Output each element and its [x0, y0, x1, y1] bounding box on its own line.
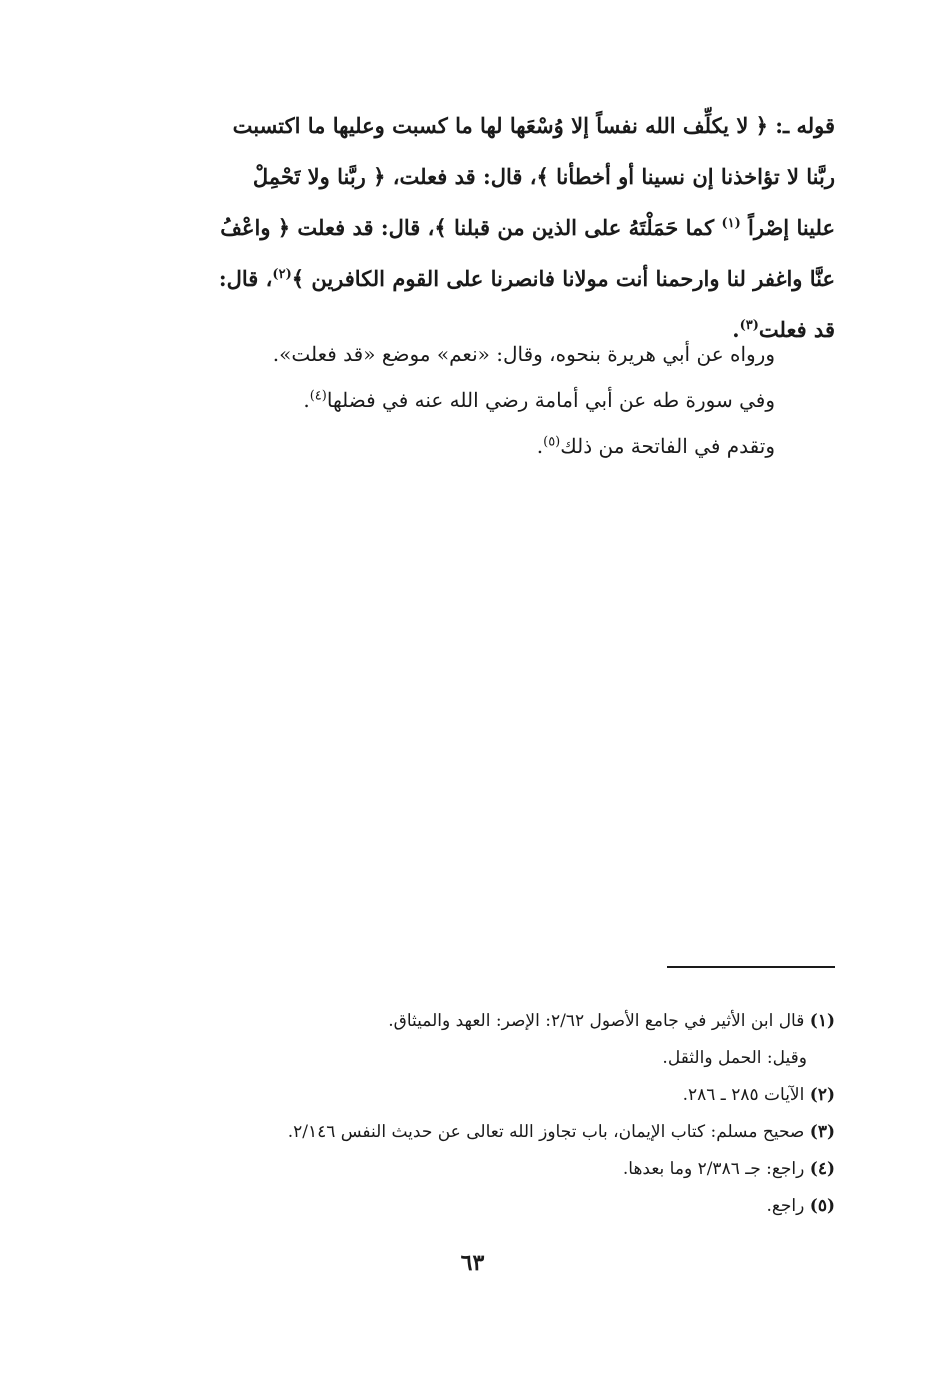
footnote-ref-1: (١) [721, 216, 741, 231]
page-number: ٦٣ [460, 1250, 485, 1276]
main-line-4a: عنَّا واغفر لنا وارحمنا أنت مولانا فانصرنا على القوم الكافرين ﴾ [291, 266, 835, 291]
footnote-number: (٥) [809, 1196, 835, 1216]
footnote-separator [667, 966, 835, 968]
main-line-1: قوله ـ: ﴿ لا يكلِّف الله نفساً إلا وُسْعَها لها ما كسبت وعليها ما اكتسبت [232, 113, 835, 138]
main-line-4b: ، قال: [218, 266, 273, 291]
footnote-1 [115, 1003, 835, 1040]
footnote-number: (٤) [809, 1159, 835, 1179]
sub-line-1: ورواه عن أبي هريرة بنحوه، وقال: «نعم» موضع «قد فعلت». [272, 342, 775, 366]
main-line-4 [135, 253, 835, 304]
footnote-number: (٢) [809, 1085, 835, 1105]
secondary-paragraph [155, 331, 775, 469]
footnote-5 [115, 1188, 835, 1225]
footnote-3 [115, 1114, 835, 1151]
footnote-text: وقيل: الحمل والثقل. [662, 1048, 807, 1068]
main-line-3b: كما حَمَلْتَهُ على الذين من قبلنا ﴾، قال: قد فعلت ﴿ واعْفُ [220, 215, 722, 240]
main-line-3 [135, 202, 835, 253]
sub-line-3a: وتقدم في الفاتحة من ذلك [560, 434, 775, 458]
main-paragraph [135, 100, 835, 355]
footnote-text: راجع: جـ ٢/٣٨٦ وما بعدها. [622, 1159, 810, 1179]
footnote-ref-2: (٢) [272, 267, 292, 282]
sub-line-2b: . [303, 388, 310, 412]
footnote-text: الآيات ٢٨٥ ـ ٢٨٦. [682, 1085, 810, 1105]
footnote-number: (١) [809, 1011, 835, 1031]
footnote-ref-3: (٣) [739, 318, 759, 333]
footnote-text: صحيح مسلم: كتاب الإيمان، باب تجاوز الله تعالى عن حديث النفس ٢/١٤٦. [287, 1122, 810, 1142]
footnote-text: راجع. [766, 1196, 810, 1216]
main-line-3a: علينا إصْراً [748, 215, 835, 240]
footnote-text: قال ابن الأثير في جامع الأصول ٢/٦٢: الإصر: العهد والميثاق. [388, 1011, 810, 1031]
sub-line-3 [155, 423, 775, 469]
main-line-5b: . [732, 317, 740, 342]
footnote-4 [115, 1151, 835, 1188]
main-line-2: ربَّنا لا تؤاخذنا إن نسينا أو أخطأنا ﴾، قال: قد فعلت، ﴿ ربَّنا ولا تَحْمِلْ [252, 164, 835, 189]
main-line-5a: قد فعلت [758, 317, 835, 342]
footnotes [115, 1003, 835, 1225]
footnote-ref-5: (٥) [543, 434, 561, 450]
sub-line-2 [155, 377, 775, 423]
footnote-number: (٣) [809, 1122, 835, 1142]
footnote-2 [115, 1077, 835, 1114]
sub-line-2a: وفي سورة طه عن أبي أمامة رضي الله عنه في فضلها [326, 388, 775, 412]
footnote-ref-4: (٤) [309, 388, 327, 404]
footnote-1-continuation [115, 1040, 835, 1077]
sub-line-3b: . [536, 434, 544, 458]
